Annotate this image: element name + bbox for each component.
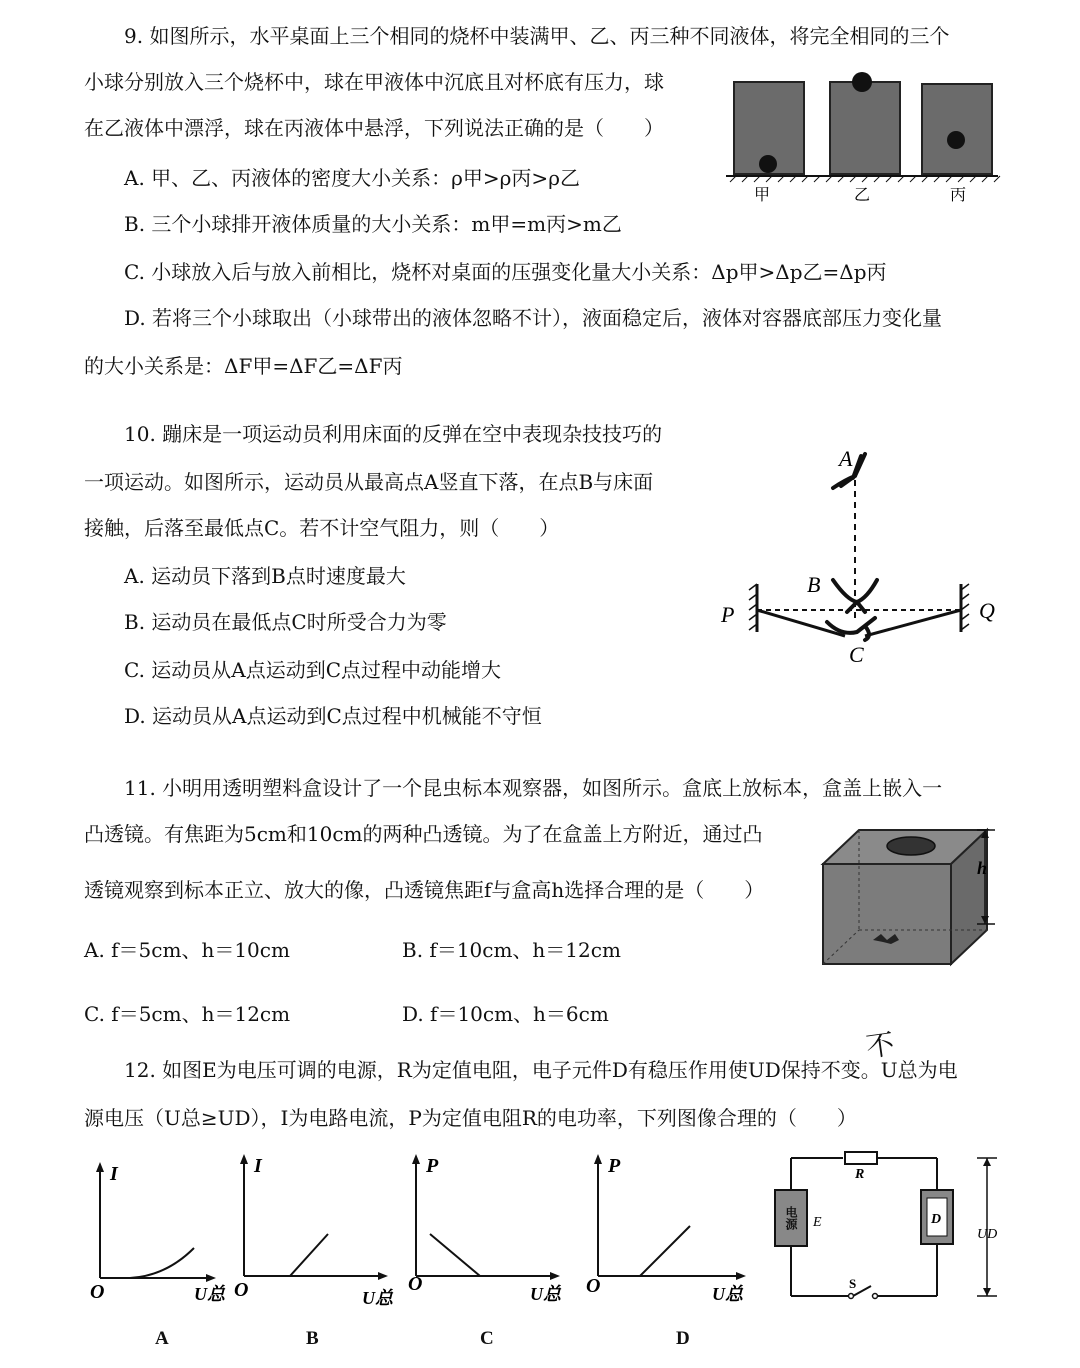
q10-stem-line-3: 接触，后落至最低点C。若不计空气阻力，则（ ） [84,516,560,540]
q9-option-b: B. 三个小球排开液体质量的大小关系：m甲=m丙>m乙 [124,212,622,236]
q9-option-d-continued: 的大小关系是：ΔF甲=ΔF乙=ΔF丙 [84,354,403,378]
height-label: h [977,858,988,878]
graph-b-x-label: U总 [362,1288,393,1308]
graph-a-x-label: U总 [194,1284,225,1304]
source-e-label: E [813,1215,822,1230]
graph-b-line [244,1234,328,1276]
trampoline-left-stretched [757,610,845,636]
beaker-bing [922,84,992,174]
source-label: 电源 [784,1206,798,1230]
graph-a-curve [100,1248,194,1278]
graph-c-caption: C [480,1328,494,1349]
graph-d-caption: D [676,1328,690,1349]
q11-option-a: A. f＝5cm、h＝10cm [84,938,290,962]
label-yi: 乙 [853,185,871,204]
graph-d-y-label: P [608,1155,621,1177]
label-bing: 丙 [949,185,967,204]
graph-b [228,1150,398,1310]
point-q-label: Q [979,598,995,623]
graph-c [400,1150,570,1310]
q10-option-c: C. 运动员从A点运动到C点过程中动能增大 [124,658,502,682]
q10-stem-line-2: 一项运动。如图所示，运动员从最高点A竖直下落，在点B与床面 [84,470,654,494]
component-d-label: D [931,1212,942,1227]
q12-circuit-figure [765,1146,1010,1311]
q9-option-c: C. 小球放入后与放入前相比，烧杯对桌面的压强变化量大小关系：Δp甲>Δp乙=Δp丙 [124,260,887,284]
ball-jia [759,155,777,173]
point-c-label: C [849,642,864,667]
point-b-label: B [807,572,821,597]
q10-option-d: D. 运动员从A点运动到C点过程中机械能不守恒 [124,704,542,728]
ball-yi [852,72,872,92]
q9-option-d: D. 若将三个小球取出（小球带出的液体忽略不计），液面稳定后，液体对容器底部压力变化量 [124,306,943,330]
switch-s-label: S [849,1276,857,1291]
trampoline-right-stretched [865,610,961,636]
graph-b-y-label: I [254,1155,262,1177]
resistor-r [845,1152,877,1164]
q10-trampoline-figure [715,440,1005,680]
q10-option-b: B. 运动员在最低点C时所受合力为零 [124,610,447,634]
box-front [823,864,951,964]
q9-stem-line-2: 小球分别放入三个烧杯中，球在甲液体中沉底且对杯底有压力，球 [84,70,664,94]
graph-d-x-label: U总 [712,1284,743,1304]
graph-a-y-label: I [110,1163,118,1185]
point-a-label: A [839,446,853,471]
beaker-yi [830,82,900,174]
graph-c-line [416,1234,480,1276]
graph-c-y-label: P [426,1155,439,1177]
graph-c-origin: O [408,1273,423,1295]
q12-stem-line-2: 源电压（U总≥UD），I为电路电流，P为定值电阻R的电功率，下列图像合理的（ ） [84,1106,857,1130]
resistor-label: R [855,1167,865,1182]
q11-box-figure [815,820,1005,970]
label-jia: 甲 [753,185,771,204]
q10-stem-line-1: 10. 蹦床是一项运动员利用床面的反弹在空中表现杂技技巧的 [124,422,663,446]
ud-label: UD [977,1227,998,1242]
lens-icon [887,837,935,855]
q10-option-a: A. 运动员下落到B点时速度最大 [124,564,406,588]
graph-c-x-label: U总 [530,1284,561,1304]
q9-option-a: A. 甲、乙、丙液体的密度大小关系：ρ甲>ρ丙>ρ乙 [124,166,580,190]
q11-option-d: D. f＝10cm、h＝6cm [402,1002,609,1026]
q11-stem-line-3: 透镜观察到标本正立、放大的像，凸透镜焦距f与盒高h选择合理的是（ ） [84,878,765,902]
q9-stem-line-1: 9. 如图所示，水平桌面上三个相同的烧杯中装满甲、乙、丙三种不同液体，将完全相同的三个 [124,24,950,48]
graph-d-origin: O [586,1275,601,1297]
handwritten-correction: 不 [864,1027,897,1064]
graph-b-origin: O [234,1279,249,1301]
q9-stem-line-3: 在乙液体中漂浮，球在丙液体中悬浮，下列说法正确的是（ ） [84,116,664,140]
graph-a-caption: A [155,1328,169,1349]
ball-bing [947,131,965,149]
point-p-label: P [721,602,735,627]
graph-a-origin: O [90,1281,105,1303]
graph-d-line [598,1226,690,1276]
q9-beakers-figure [720,70,1005,210]
q11-option-b: B. f＝10cm、h＝12cm [402,938,621,962]
graph-a [84,1158,224,1308]
q11-stem-line-2: 凸透镜。有焦距为5cm和10cm的两种凸透镜。为了在盒盖上方附近，通过凸 [84,822,763,846]
q11-stem-line-1: 11. 小明用透明塑料盒设计了一个昆虫标本观察器，如图所示。盒底上放标本，盒盖上嵌入一 [124,776,943,800]
graph-d [578,1150,758,1310]
q12-stem-line-1: 12. 如图E为电压可调的电源，R为定值电阻，电子元件D有稳压作用使UD保持不变。U总为电 [124,1058,958,1082]
q11-option-c: C. f＝5cm、h＝12cm [84,1002,291,1026]
graph-b-caption: B [306,1328,319,1349]
